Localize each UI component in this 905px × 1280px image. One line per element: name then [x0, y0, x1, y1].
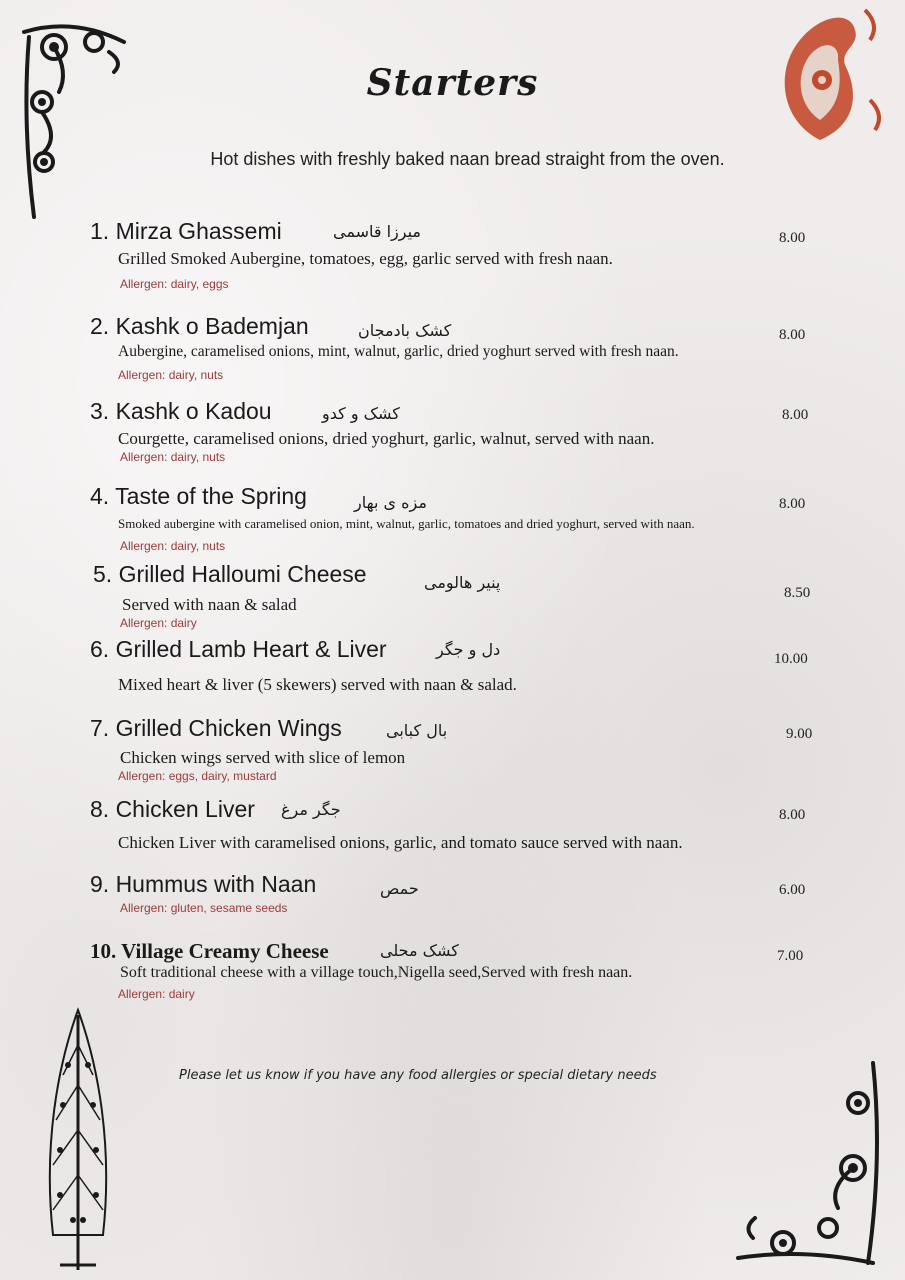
- item-description: Smoked aubergine with caramelised onion, mint, walnut, garlic, tomatoes and dried yoghurt, served with naan.: [118, 516, 695, 531]
- item-price: 10.00: [774, 651, 808, 667]
- item-price: 8.50: [784, 585, 811, 601]
- item-allergen: Allergen: dairy, nuts: [120, 450, 226, 464]
- item-farsi-name: بال کبابی: [386, 721, 448, 740]
- item-farsi-name: مزه ی بهار: [354, 493, 427, 512]
- item-name: 1. Mirza Ghassemi: [90, 218, 282, 244]
- page-subtitle: Hot dishes with freshly baked naan bread straight from the oven.: [210, 149, 725, 169]
- item-price: 8.00: [779, 327, 806, 343]
- item-name: 3. Kashk o Kadou: [90, 398, 272, 424]
- item-description: Courgette, caramelised onions, dried yoghurt, garlic, walnut, served with naan.: [118, 429, 655, 448]
- item-farsi-name: کشک و کدو: [322, 404, 400, 423]
- bottom-right-ornament-icon: [733, 1058, 893, 1273]
- menu-item: [90, 796, 830, 861]
- item-price: 9.00: [786, 726, 813, 742]
- menu-item: [90, 936, 830, 1006]
- item-description: Mixed heart & liver (5 skewers) served with naan & salad.: [118, 675, 517, 694]
- item-allergen: Allergen: eggs, dairy, mustard: [118, 769, 277, 783]
- item-price: 8.00: [782, 407, 809, 423]
- item-farsi-name: جگر مرغ: [281, 800, 341, 819]
- item-price: 8.00: [779, 496, 806, 512]
- item-farsi-name: حمص: [380, 879, 419, 898]
- item-name: 10. Village Creamy Cheese: [90, 939, 329, 963]
- menu-item: [90, 715, 830, 785]
- item-price: 6.00: [779, 882, 806, 898]
- item-farsi-name: کشک محلی: [380, 941, 459, 960]
- item-allergen: Allergen: dairy, eggs: [120, 277, 229, 291]
- item-price: 8.00: [779, 807, 806, 823]
- tree-ornament-icon: [38, 1005, 118, 1277]
- item-allergen: Allergen: dairy, nuts: [120, 539, 226, 553]
- page-title: Starters: [366, 62, 539, 104]
- item-description: Served with naan & salad: [122, 595, 297, 614]
- item-farsi-name: دل و جگر: [436, 640, 501, 659]
- menu-item: [90, 561, 830, 631]
- item-name: 8. Chicken Liver: [90, 796, 255, 822]
- item-name: 7. Grilled Chicken Wings: [90, 715, 342, 741]
- item-name: 5. Grilled Halloumi Cheese: [93, 561, 367, 587]
- item-name: 2. Kashk o Bademjan: [90, 313, 309, 339]
- item-name: 4. Taste of the Spring: [90, 483, 307, 509]
- top-left-ornament-icon: [14, 12, 134, 222]
- item-allergen: Allergen: gluten, sesame seeds: [120, 901, 288, 915]
- menu-item: [90, 871, 830, 921]
- item-name: 9. Hummus with Naan: [90, 871, 317, 897]
- menu-item: [90, 313, 830, 388]
- item-description: Soft traditional cheese with a village touch,Nigella seed,Served with fresh naan.: [120, 964, 633, 981]
- item-farsi-name: کشک بادمجان: [358, 321, 452, 340]
- menu-item: [90, 398, 830, 468]
- item-farsi-name: میرزا قاسمی: [333, 222, 421, 241]
- item-name: 6. Grilled Lamb Heart & Liver: [90, 636, 387, 662]
- allergy-note: Please let us know if you have any food allergies or special dietary needs: [179, 1068, 657, 1083]
- item-price: 8.00: [779, 230, 806, 246]
- item-description: Grilled Smoked Aubergine, tomatoes, egg, garlic served with fresh naan.: [118, 249, 613, 268]
- menu-item: [90, 218, 830, 298]
- item-description: Chicken wings served with slice of lemon: [120, 748, 406, 767]
- item-description: Chicken Liver with caramelised onions, garlic, and tomato sauce served with naan.: [118, 833, 683, 852]
- item-farsi-name: پنیر هالومی: [424, 573, 501, 592]
- menu-item: [90, 636, 830, 701]
- item-description: Aubergine, caramelised onions, mint, walnut, garlic, dried yoghurt served with fresh naan.: [118, 343, 679, 360]
- item-allergen: Allergen: dairy: [120, 616, 197, 630]
- item-allergen: Allergen: dairy: [118, 987, 195, 1001]
- item-allergen: Allergen: dairy, nuts: [118, 368, 224, 382]
- menu-item: [90, 483, 830, 555]
- item-price: 7.00: [777, 948, 804, 964]
